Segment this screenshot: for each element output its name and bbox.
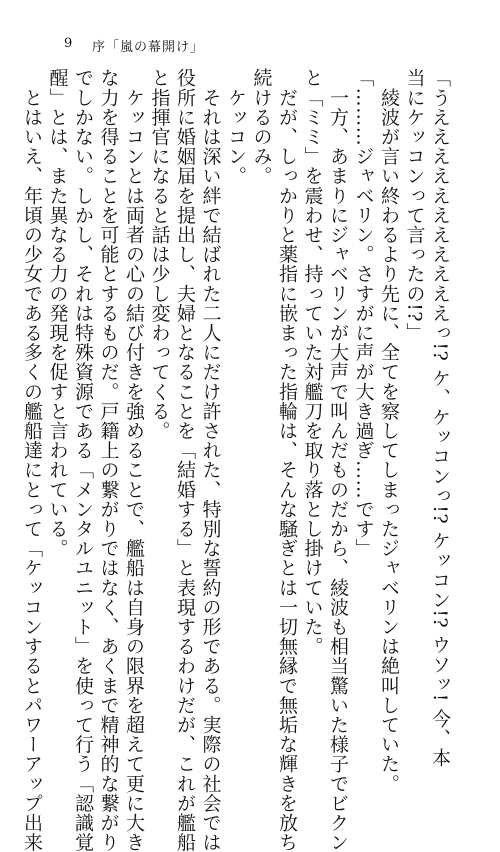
page-header [0, 36, 500, 56]
text-line: だが、しっかりと薬指に嵌まった指輪は、そんな騒ぎとは一切無縁で無垢な輝きを放ち [276, 68, 298, 852]
text-line: 当にケッコンって言ったの!?」 [403, 68, 426, 342]
text-line: 「………ジャベリン。さすがに声が大き過ぎ……です」 [352, 68, 375, 558]
text-line: 役所に婚姻届を提出し、夫婦となることを「結婚する」と表現するわけだが、これが艦船 [174, 68, 196, 852]
page-number: 9 [64, 36, 73, 51]
text-line: ケッコンとは両者の心の結び付きを強めることで、艦船は自身の限界を超えて更に大き [123, 68, 145, 852]
running-title: 序「嵐の幕開け」 [92, 40, 205, 55]
text-line: 続けるのみ。 [250, 68, 273, 186]
text-line: ケッコン。 [225, 68, 247, 186]
text-line: と指揮官になると話は少し変わってくる。 [148, 68, 171, 441]
text-line: 一方、あまりにジャベリンが大声で叫んだものだから、綾波も相当驚いた様子でビクン [327, 68, 349, 852]
text-line: でしかない。しかし、それは特殊資源である「メンタルユニット」を使って行う「認識覚 [72, 68, 94, 852]
vertical-body-text [21, 68, 452, 852]
text-line: それは深い絆で結ばれた二人にだけ許された、特別な誓約の形である。実際の社会では [199, 68, 222, 852]
text-line: 「うえええええええええええっ!? ケ、ケッコンっ!? ケッコン!? ウソッ! 今、本 [429, 68, 451, 768]
text-line: とはいえ、年頃の少女である多くの艦船達にとって「ケッコンするとパワーアップ出来 [21, 68, 43, 852]
text-line: 醒」とは、また異なる力の発現を促すと言われている。 [46, 68, 69, 558]
text-line: と「ミミ」を震わせ、持っていた対艦刀を取り落とし掛けていた。 [301, 68, 324, 656]
text-line: 綾波が言い終わるより先に、全てを察してしまったジャベリンは絶叫していた。 [378, 68, 400, 794]
text-line: な力を得ることを可能とするものだ。戸籍上の繋がりではなく、あくまで精神的な繋がり [97, 68, 120, 852]
